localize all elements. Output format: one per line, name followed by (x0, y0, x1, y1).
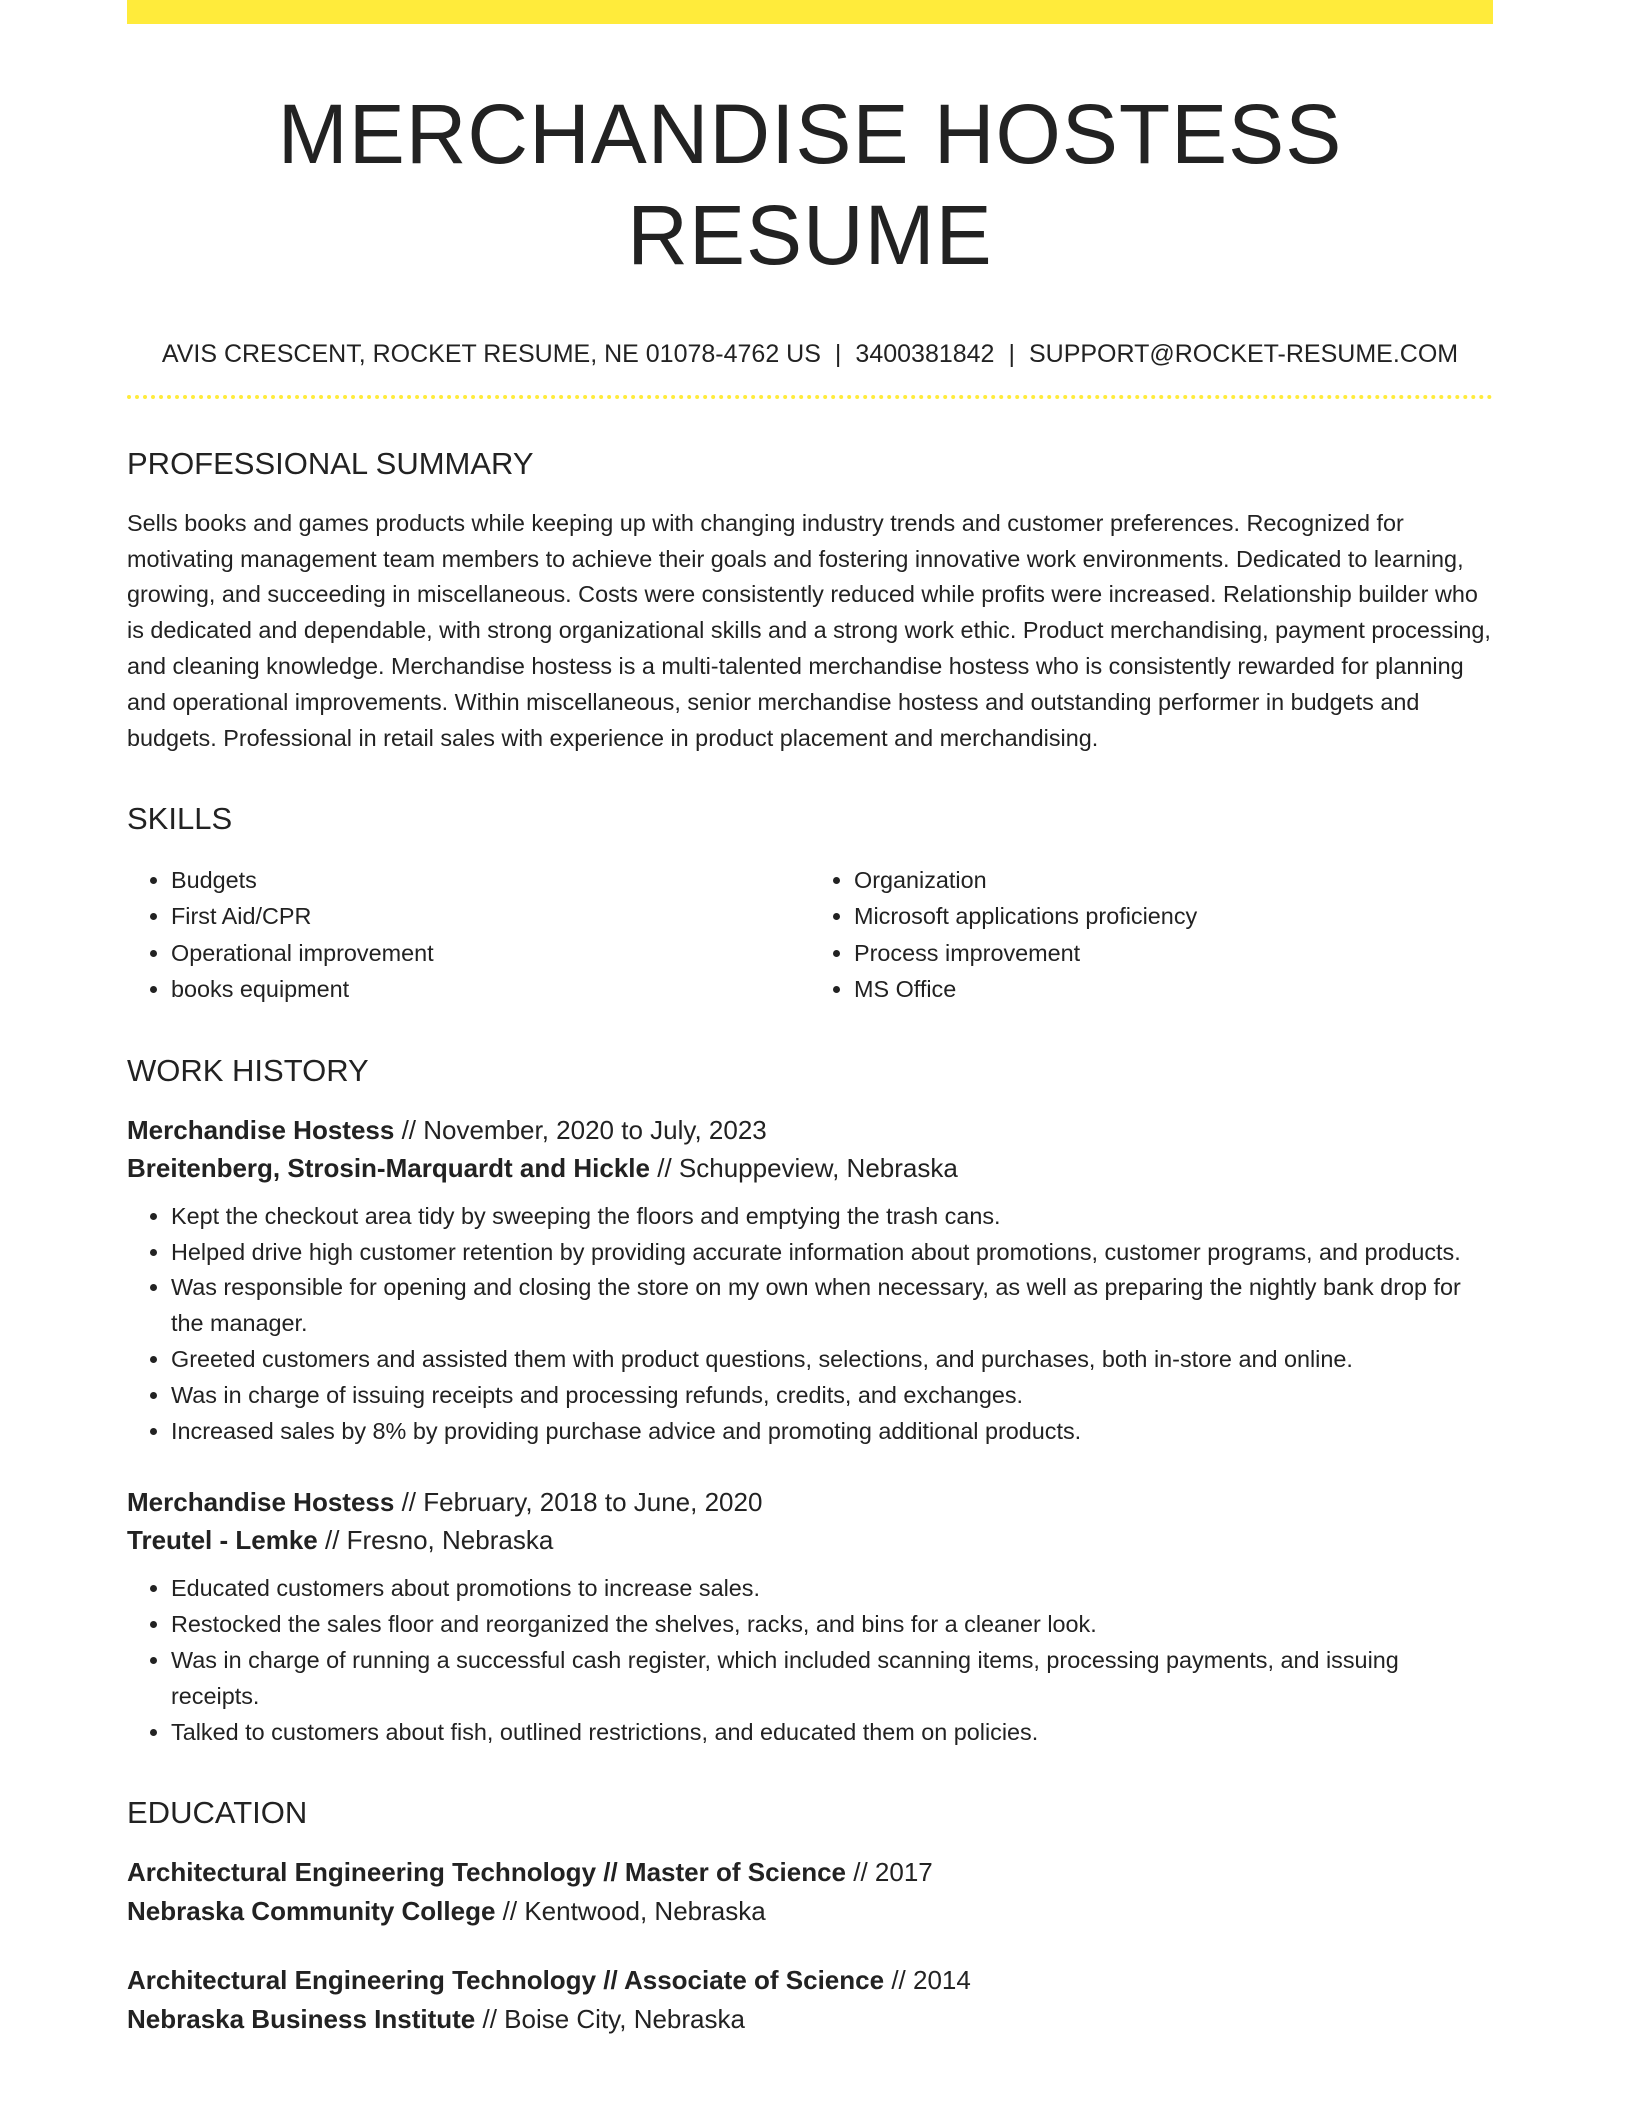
job-company-line (127, 1149, 1493, 1187)
work-history-heading: WORK HISTORY (127, 1052, 369, 1088)
spacer (127, 1449, 1493, 1483)
job-dates: // November, 2020 to July, 2023 (401, 1114, 767, 1145)
skill-item: • Process improvement (854, 935, 1493, 972)
skills-left-list (127, 862, 810, 1008)
contact-separator: | (1008, 339, 1015, 368)
education-school: Nebraska Community College (127, 1896, 496, 1927)
job-role-line (127, 1111, 1493, 1149)
job-bullets (127, 1571, 1493, 1750)
education-year: // 2014 (891, 1965, 971, 1996)
summary-text: Sells books and games products while keeping up with changing industry trends and customer preferences. Recognized for motivating management team members to achieve their goals and fostering innovative work environments. Dedicated to learning, growing, and succeeding in miscellaneous. Costs were consistently reduced while profits were increased. Relationship builder who is dedicated and dependable, with strong organizational skills and a strong work ethic. Product merchandising, payment processing, and cleaning knowledge. Merchandise hostess is a multi-talented merchandise hostess who is consistently rewarded for planning and operational improvements. Within miscellaneous, senior merchandise hostess and outstanding performer in budgets and budgets. Professional in retail sales with experience in product placement and merchandising. (127, 509, 1491, 751)
job-bullet: • Increased sales by 8% by providing purchase advice and promoting additional products. (171, 1414, 1493, 1450)
job-bullet: • Talked to customers about fish, outlined restrictions, and educated them on policies. (171, 1715, 1493, 1751)
education-heading: EDUCATION (127, 1795, 308, 1831)
skill-item: • Budgets (171, 862, 810, 899)
contact-line (127, 340, 1493, 369)
job-bullets (127, 1199, 1493, 1450)
contact-phone: 3400381842 (855, 339, 995, 368)
job-header (127, 1111, 1493, 1187)
contact-address: AVIS CRESCENT, ROCKET RESUME, NE 01078-4762 US (161, 339, 821, 368)
contact-separator: | (834, 339, 842, 368)
job-header (127, 1483, 1493, 1559)
education-degree-line (127, 1961, 1493, 2000)
education-school-line (127, 2000, 1493, 2039)
job-role-line (127, 1483, 1493, 1521)
education-degree: Architectural Engineering Technology // Master of Science (127, 1857, 847, 1888)
education-year: // 2017 (853, 1857, 933, 1888)
skills-right-list (810, 862, 1493, 1008)
job-location: // Fresno, Nebraska (324, 1525, 554, 1556)
job-bullet: • Restocked the sales floor and reorganized the shelves, racks, and bins for a cleaner look. (171, 1607, 1493, 1643)
job-location: // Schuppeview, Nebraska (657, 1152, 958, 1183)
job-company-line (127, 1521, 1493, 1559)
summary-heading: PROFESSIONAL SUMMARY (127, 445, 534, 481)
job-company: Breitenberg, Strosin-Marquardt and Hickle (127, 1152, 650, 1183)
job-role: Merchandise Hostess (127, 1114, 395, 1145)
education-entry (127, 1853, 1493, 1931)
resume-content (127, 0, 1493, 2039)
job-bullet: • Was in charge of issuing receipts and processing refunds, credits, and exchanges. (171, 1378, 1493, 1414)
spacer (127, 1931, 1493, 1961)
skill-item: • MS Office (854, 971, 1493, 1008)
job-entry (127, 1111, 1493, 1450)
resume-title: MERCHANDISE HOSTESS RESUME (277, 87, 1343, 282)
job-bullet: • Educated customers about promotions to increase sales. (171, 1571, 1493, 1607)
education-school-line (127, 1892, 1493, 1931)
education-degree-line (127, 1853, 1493, 1892)
skill-item: • Organization (854, 862, 1493, 899)
skill-item: • First Aid/CPR (171, 898, 810, 935)
job-bullet: • Greeted customers and assisted them with product questions, selections, and purchases, both in-store and online. (171, 1342, 1493, 1378)
contact-email: SUPPORT@ROCKET-RESUME.COM (1028, 339, 1459, 368)
dotted-divider (127, 395, 1493, 399)
job-bullet: • Helped drive high customer retention by providing accurate information about promotions, customer programs, and products. (171, 1235, 1493, 1271)
education-location: // Boise City, Nebraska (482, 2004, 745, 2035)
skills-heading: SKILLS (127, 801, 233, 837)
education-degree: Architectural Engineering Technology // Associate of Science (127, 1965, 885, 1996)
job-dates: // February, 2018 to June, 2020 (401, 1487, 763, 1518)
education-school: Nebraska Business Institute (127, 2004, 476, 2035)
skill-item: • Microsoft applications proficiency (854, 898, 1493, 935)
top-accent-bar (127, 0, 1493, 24)
skill-item: • books equipment (171, 971, 810, 1008)
job-role: Merchandise Hostess (127, 1487, 395, 1518)
job-bullet: • Was responsible for opening and closing the store on my own when necessary, as well as preparing the nightly bank drop for the manager. (171, 1270, 1493, 1342)
skill-item: • Operational improvement (171, 935, 810, 972)
job-bullet: • Kept the checkout area tidy by sweeping the floors and emptying the trash cans. (171, 1199, 1493, 1235)
job-company: Treutel - Lemke (127, 1525, 318, 1556)
job-bullet: • Was in charge of running a successful cash register, which included scanning items, processing payments, and issuing receipts. (171, 1643, 1493, 1715)
education-location: // Kentwood, Nebraska (502, 1896, 766, 1927)
skills-grid (127, 862, 1493, 1008)
education-entry (127, 1961, 1493, 2039)
job-entry (127, 1483, 1493, 1750)
